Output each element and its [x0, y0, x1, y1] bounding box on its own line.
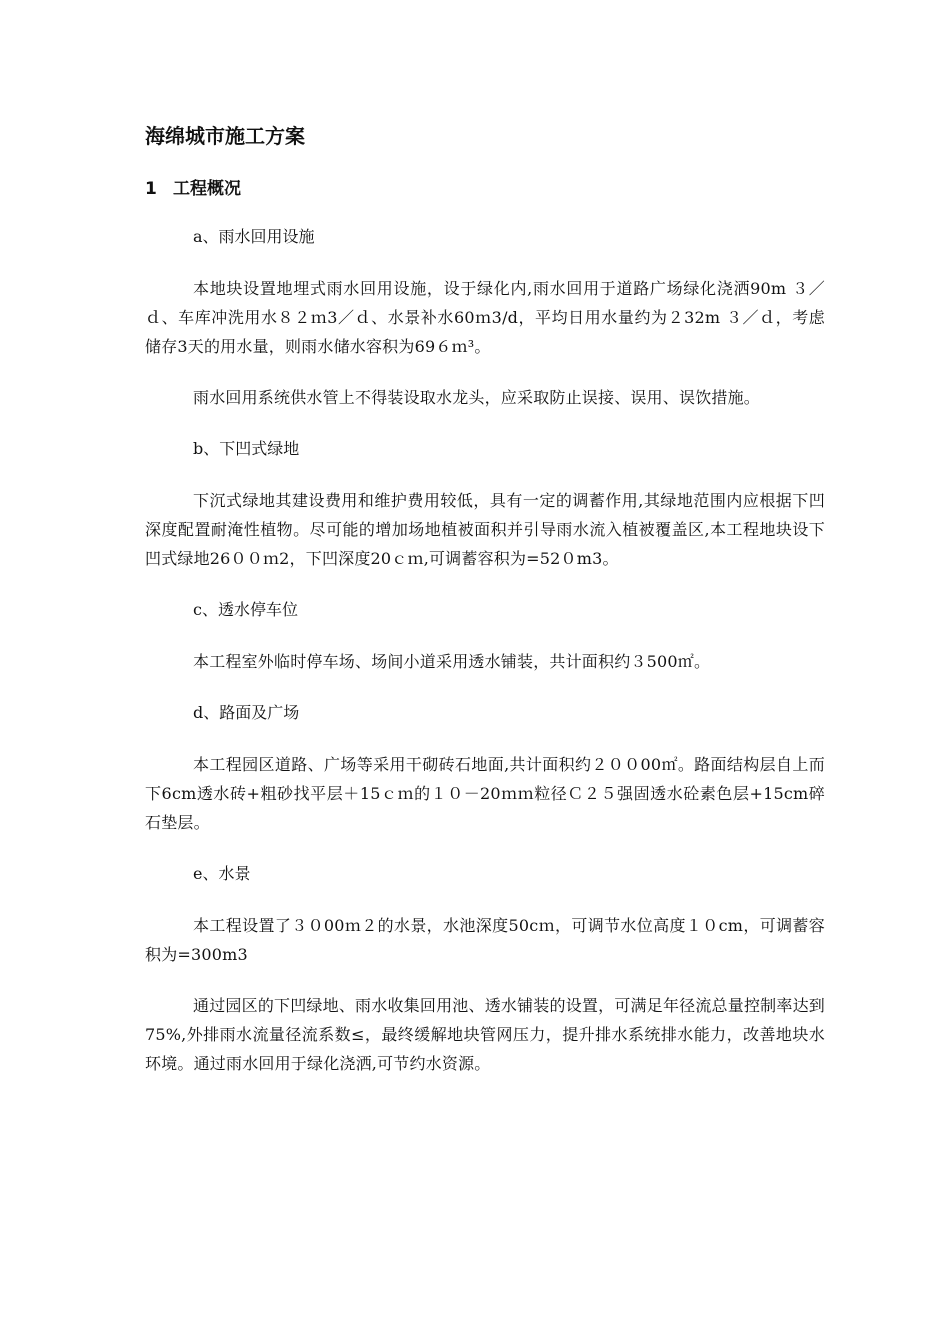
paragraph: 本工程园区道路、广场等采用干砌砖石地面,共计面积约２００00㎡。路面结构层自上而下6cm透水砖+粗砂找平层＋15ｃｍ的１０－20ｍｍ粒径Ｃ２５强固透水砼素色层+15cm碎石垫层。: [145, 755, 825, 832]
paragraph: 下沉式绿地其建设费用和维护费用较低，具有一定的调蓄作用,其绿地范围内应根据下凹深度配置耐淹性植物。尽可能的增加场地植被面积并引导雨水流入植被覆盖区,本工程地块设下凹式绿地26００ｍ2，下凹深度20ｃｍ,可调蓄容积为=52０m3。: [145, 491, 825, 568]
subsection-c: [145, 595, 825, 676]
subsection-b: [145, 434, 825, 573]
paragraph: 本地块设置地埋式雨水回用设施，设于绿化内,雨水回用于道路广场绿化浇洒90m ３／ｄ、车库冲洗用水８２ｍ3／ｄ、水景补水60ｍ3/d，平均日用水量约为２32m ３／ｄ，考虑储存3天的用水量，则雨水储水容积为69６ｍ³。: [145, 279, 825, 356]
paragraph: 通过园区的下凹绿地、雨水收集回用池、透水铺装的设置，可满足年径流总量控制率达到75%,外排雨水流量径流系数≤，最终缓解地块管网压力，提升排水系统排水能力，改善地块水环境。通过雨水回用于绿化浇洒,可节约水资源。: [145, 996, 825, 1073]
subsection-a: [145, 222, 825, 412]
subsection-heading: d、路面及广场: [193, 703, 300, 722]
subsection-e: [145, 859, 825, 1078]
paragraph: 本工程室外临时停车场、场间小道采用透水铺装，共计面积约３500㎡。: [193, 652, 711, 671]
section-title: 工程概况: [173, 179, 241, 199]
subsection-heading: e、水景: [193, 864, 251, 883]
document-page: [145, 118, 825, 1100]
section-heading: [145, 174, 825, 204]
subsection-heading: c、透水停车位: [193, 600, 298, 619]
paragraph: 雨水回用系统供水管上不得装设取水龙头，应采取防止误接、误用、误饮措施。: [193, 388, 761, 407]
subsection-d: [145, 698, 825, 837]
section-number: 1: [145, 179, 157, 199]
subsection-heading: b、下凹式绿地: [193, 439, 300, 458]
document-title: 海绵城市施工方案: [145, 124, 305, 148]
subsection-heading: a、雨水回用设施: [193, 227, 315, 246]
paragraph: 本工程设置了３０00ｍ２的水景，水池深度50cｍ，可调节水位高度１０cm，可调蓄容积为=300m3: [145, 916, 825, 964]
